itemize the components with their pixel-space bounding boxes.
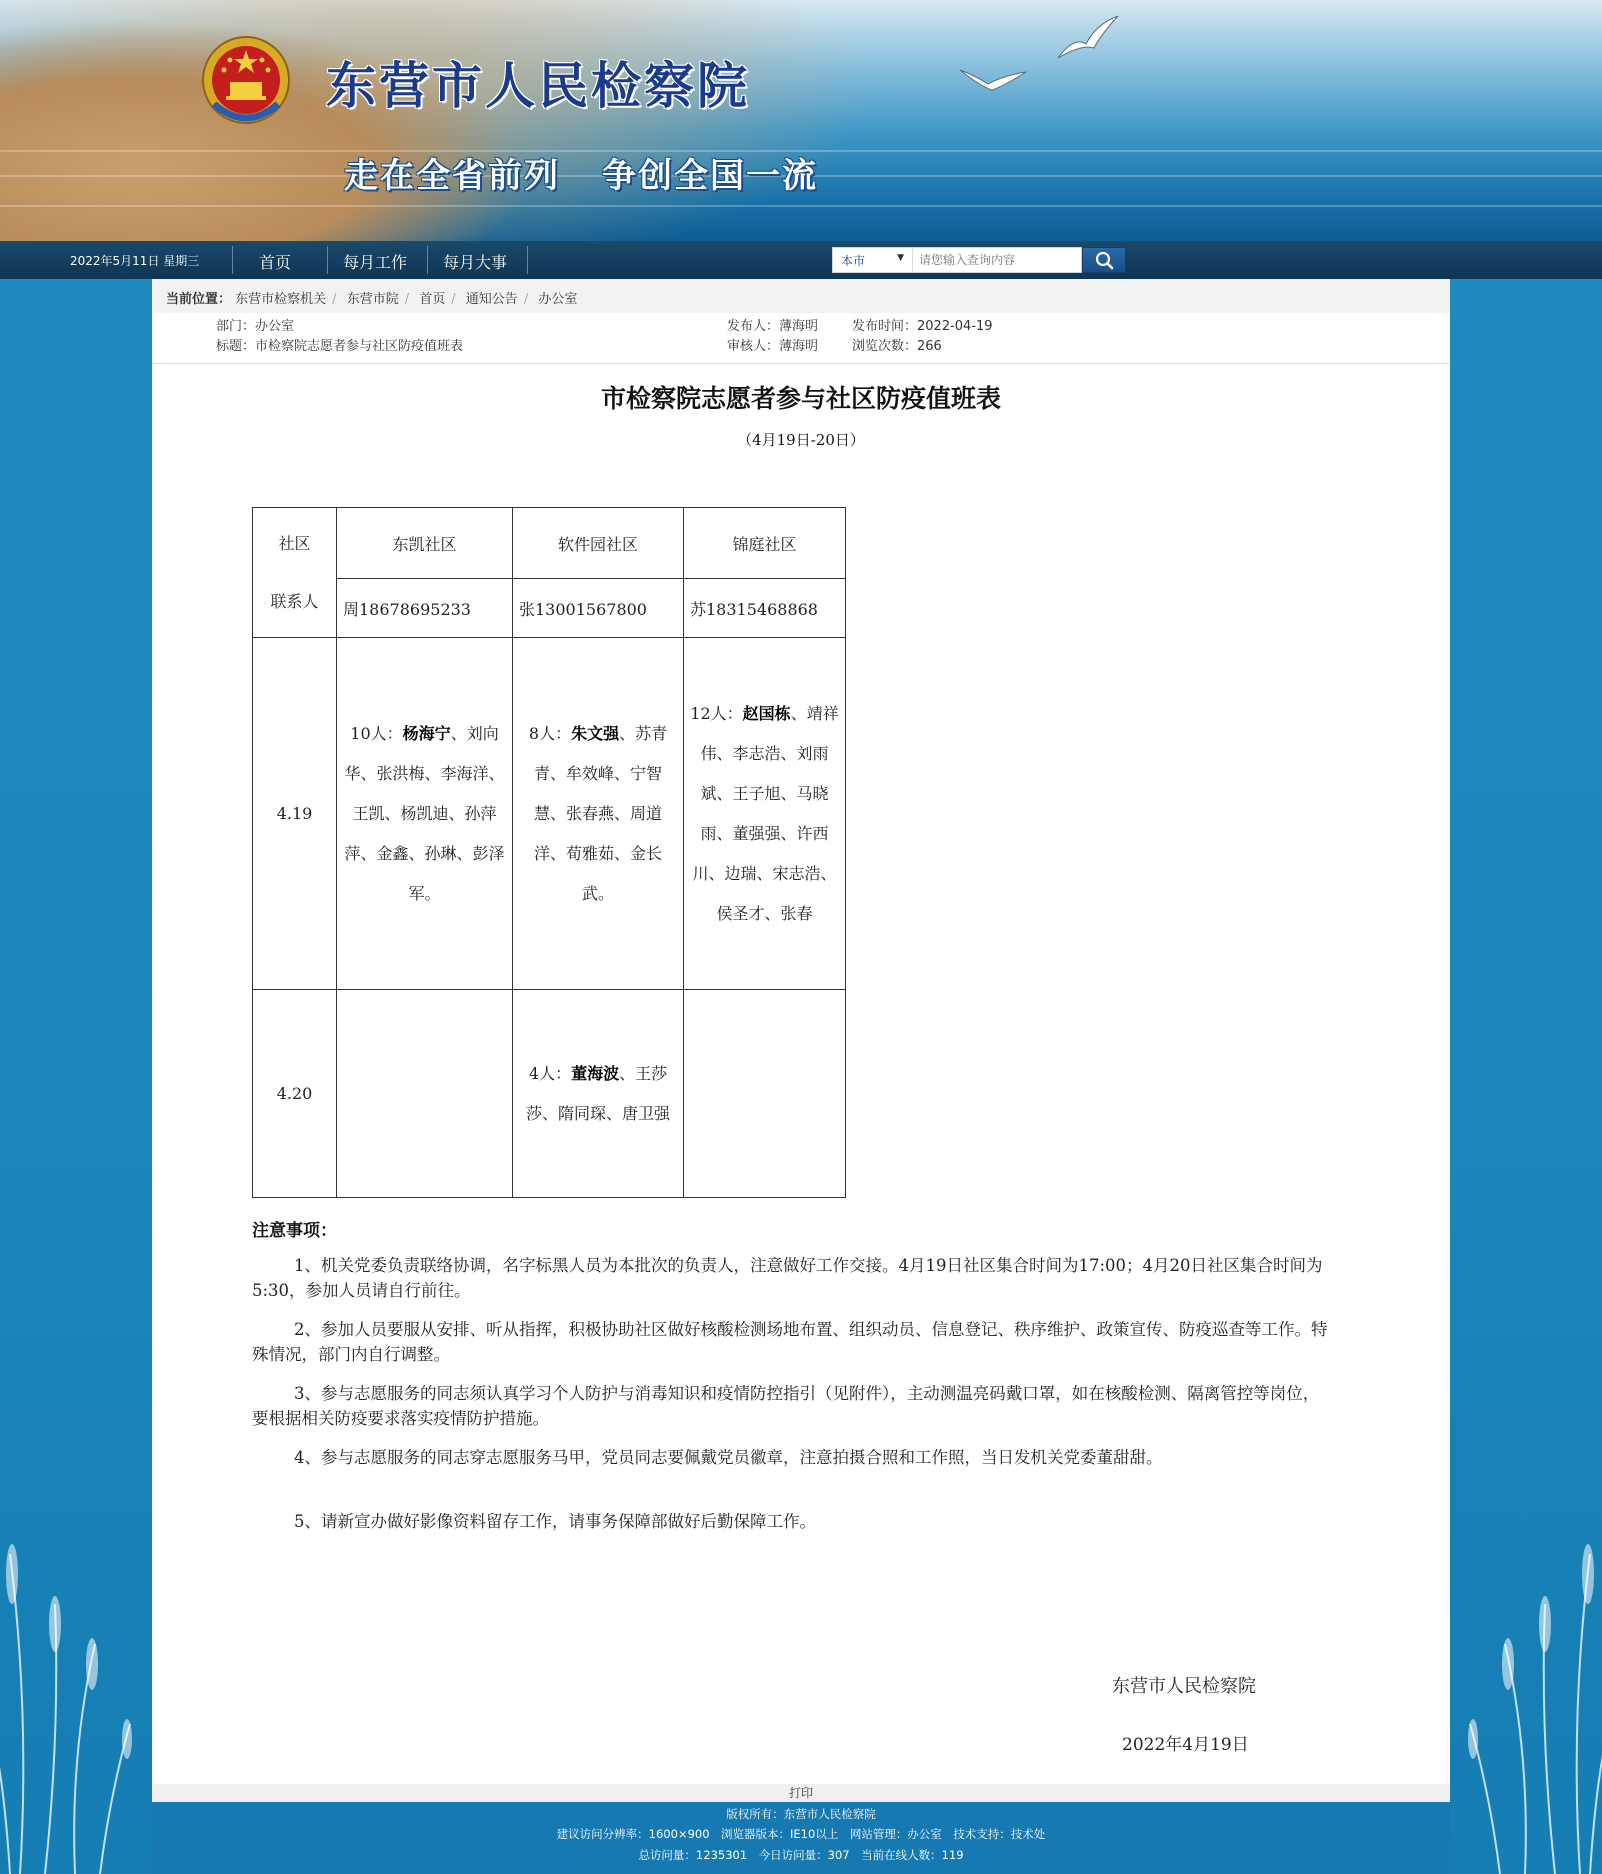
notice-heading: 注意事项： <box>252 1221 337 1241</box>
search-icon <box>1083 248 1127 274</box>
search-input[interactable] <box>919 251 1079 269</box>
breadcrumb-label: 当前位置： <box>166 292 232 307</box>
volunteer-count: 8人： <box>528 723 572 743</box>
breadcrumb: 当前位置： 东营市检察机关 / 东营市院 / 首页 / 通知公告 / 办公室 <box>152 279 1450 313</box>
chevron-down-icon: ▼ <box>897 253 904 263</box>
search-scope-value: 本市 <box>841 254 866 268</box>
contact-phone: 周18678695233 <box>337 579 513 638</box>
nav-home[interactable]: 首页 <box>259 253 292 272</box>
reed-decoration-icon <box>0 1494 152 1874</box>
breadcrumb-item[interactable]: 办公室 <box>538 292 578 307</box>
print-link[interactable]: 打印 <box>152 1784 1450 1802</box>
volunteer-count: 4人： <box>528 1063 572 1083</box>
community-name: 东凯社区 <box>337 508 513 579</box>
volunteer-count: 12人： <box>690 703 743 723</box>
volunteer-count: 10人： <box>350 723 403 743</box>
meta-publisher: 发布人：薄海明 <box>727 319 819 334</box>
meta-publish-time: 发布时间：2022-04-19 <box>852 319 993 334</box>
duty-cell <box>513 990 684 1198</box>
duty-cell <box>337 638 513 990</box>
contact-phone: 苏18315468868 <box>684 579 846 638</box>
meta-title: 标题：市检察院志愿者参与社区防疫值班表 <box>216 339 464 354</box>
sign-date: 2022年4月19日 <box>1122 1735 1249 1755</box>
signature: 东营市人民检察院 <box>1112 1676 1256 1697</box>
notice-item: 5、请新宣办做好影像资料留存工作，请事务保障部做好后勤保障工作。 <box>294 1512 816 1531</box>
breadcrumb-item[interactable]: 首页 <box>419 292 446 307</box>
reed-decoration-icon <box>1450 1494 1602 1874</box>
team-leader: 杨海宁 <box>402 723 451 743</box>
table-row <box>253 990 846 1198</box>
duty-date: 4.20 <box>253 990 337 1198</box>
table-row <box>253 579 846 638</box>
search-button[interactable] <box>1082 247 1126 273</box>
breadcrumb-item[interactable]: 通知公告 <box>465 292 518 307</box>
notice-item: 2、参加人员要服从安排、听从指挥，积极协助社区做好核酸检测场地布置、组织动员、信息登记、秩序维护、政策宣传、防疫巡查等工作。特殊情况，部门内自行调整。 <box>252 1320 1328 1364</box>
search-scope-select[interactable] <box>833 248 913 272</box>
community-name: 软件园社区 <box>513 508 684 579</box>
team-leader: 赵国栋 <box>742 703 791 723</box>
nav-monthly-work[interactable]: 每月工作 <box>343 253 408 272</box>
table-row <box>253 638 846 990</box>
breadcrumb-item[interactable]: 东营市检察机关 <box>235 292 327 307</box>
procuratorate-emblem-icon <box>200 34 292 130</box>
header-banner <box>0 0 1602 241</box>
duty-date: 4.19 <box>253 638 337 990</box>
contact-phone: 张13001567800 <box>513 579 684 638</box>
search-box <box>832 247 1082 273</box>
duty-cell <box>513 638 684 990</box>
notice-item: 4、参与志愿服务的同志穿志愿服务马甲，党员同志要佩戴党员徽章，注意拍摄合照和工作照，当日发机关党委董甜甜。 <box>294 1448 1163 1467</box>
team-leader: 朱文强 <box>571 723 620 743</box>
footer <box>152 1803 1450 1874</box>
divider <box>152 363 1450 364</box>
footer-copyright: 版权所有：东营市人民检察院 <box>726 1807 876 1821</box>
meta-department: 部门：办公室 <box>216 319 295 334</box>
notice-item: 3、参与志愿服务的同志须认真学习个人防护与消毒知识和疫情防控指引（见附件），主动测温亮码戴口罩，如在核酸检测、隔离管控等岗位，要根据相关防疫要求落实疫情防护措施。 <box>252 1384 1320 1428</box>
site-name: 东营市人民检察院 <box>326 57 750 115</box>
volunteer-names: 、王莎莎、隋同琛、唐卫强 <box>525 1063 670 1123</box>
duty-table <box>252 507 846 1198</box>
footer-stats: 总访问量：1235301 今日访问量：307 当前在线人数：119 <box>638 1848 964 1862</box>
article-title: 市检察院志愿者参与社区防疫值班表 <box>600 384 1001 413</box>
volunteer-names: 、苏青青、牟效峰、宁智慧、张春燕、周道洋、荀雅茹、金长武。 <box>533 723 668 903</box>
top-navbar <box>0 241 1602 279</box>
meta-views: 浏览次数：266 <box>852 339 942 354</box>
site-slogan <box>344 148 860 197</box>
community-name: 锦庭社区 <box>684 508 846 579</box>
duty-cell <box>684 990 846 1198</box>
volunteer-names: 、靖祥伟、李志浩、刘雨斌、王子旭、马晓雨、董强强、许西川、边瑞、宋志浩、侯圣才、张春 <box>692 703 839 923</box>
table-row <box>253 508 846 579</box>
seagull-icon <box>1056 14 1120 64</box>
slogan-part-2: 争创全国一流 <box>602 156 818 196</box>
article-subtitle: （4月19日-20日） <box>737 431 865 449</box>
seagull-icon <box>958 62 1028 92</box>
volunteer-names: 、刘向华、张洪梅、李海洋、王凯、杨凯迪、孙萍萍、金鑫、孙琳、彭泽军。 <box>344 723 505 903</box>
nav-monthly-events[interactable]: 每月大事 <box>443 253 508 272</box>
meta-reviewer: 审核人：薄海明 <box>727 339 819 354</box>
current-date: 2022年5月11日 星期三 <box>70 254 200 268</box>
team-leader: 董海波 <box>571 1063 620 1083</box>
community-label: 社区 <box>278 533 311 553</box>
table-header-cell <box>253 508 337 638</box>
contact-label: 联系人 <box>270 591 319 611</box>
duty-cell <box>684 638 846 990</box>
slogan-part-1: 走在全省前列 <box>344 156 560 196</box>
footer-info: 建议访问分辨率：1600×900 浏览器版本：IE10以上 网站管理：办公室 技术支持：技术处 <box>556 1827 1046 1841</box>
breadcrumb-item[interactable]: 东营市院 <box>346 292 399 307</box>
notice-item: 1、机关党委负责联络协调，名字标黑人员为本批次的负责人，注意做好工作交接。4月19日社区集合时间为17:00；4月20日社区集合时间为5:30，参加人员请自行前往。 <box>252 1256 1323 1300</box>
duty-cell <box>337 990 513 1198</box>
content-panel <box>152 279 1450 1800</box>
